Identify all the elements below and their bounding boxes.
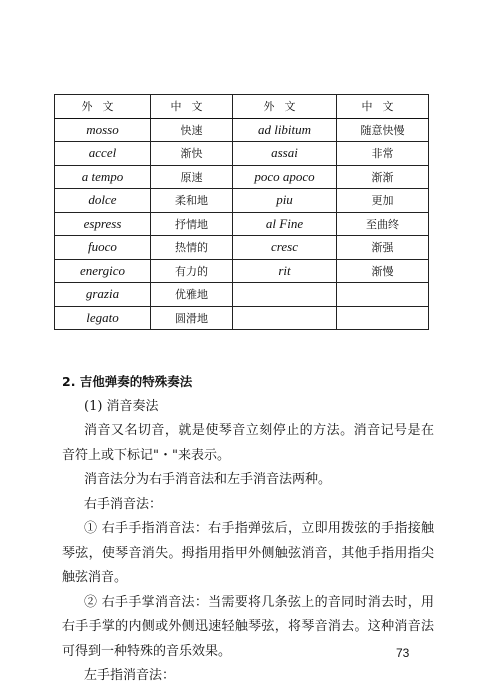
body-text [62, 370, 434, 689]
paragraph: 消音法分为右手消音法和左手消音法两种。 [84, 472, 332, 487]
table-row [55, 259, 429, 283]
term-chinese: 至曲终 [337, 212, 429, 236]
term-chinese: 快速 [151, 118, 233, 142]
header-foreign-2: 外文 [233, 95, 337, 119]
term-foreign: mosso [55, 118, 151, 142]
term-chinese: 有力的 [151, 259, 233, 283]
table-row [55, 306, 429, 330]
paragraph: ② 右手手掌消音法：当需要将几条弦上的音同时消去时，用右手手掌的内侧或外侧迅速轻触琴弦，将琴音消去。这种消音法可得到一种特殊的音乐效果。 [62, 594, 434, 659]
term-chinese: 抒情地 [151, 212, 233, 236]
table-row [55, 212, 429, 236]
page-number: 73 [396, 646, 410, 660]
term-foreign: grazia [55, 283, 151, 307]
header-chinese-2: 中文 [337, 95, 429, 119]
term-foreign: cresc [233, 236, 337, 260]
term-chinese: 渐渐 [337, 165, 429, 189]
table-row [55, 189, 429, 213]
term-chinese [337, 283, 429, 307]
term-foreign: espress [55, 212, 151, 236]
term-chinese: 渐强 [337, 236, 429, 260]
paragraph: ① 右手手指消音法：右手指弹弦后，立即用拨弦的手指接触琴弦，使琴音消失。拇指用指甲外侧触弦消音，其他手指用指尖触弦消音。 [62, 521, 434, 585]
term-chinese: 圆滑地 [151, 306, 233, 330]
table-row [55, 283, 429, 307]
term-foreign: rit [233, 259, 337, 283]
term-foreign: energico [55, 259, 151, 283]
header-chinese-1: 中文 [151, 95, 233, 119]
subsection-heading: (1) 消音奏法 [84, 398, 159, 414]
term-foreign [233, 283, 337, 307]
term-chinese: 柔和地 [151, 189, 233, 213]
term-foreign: legato [55, 306, 151, 330]
term-foreign: ad libitum [233, 118, 337, 142]
term-foreign: accel [55, 142, 151, 166]
term-foreign [233, 306, 337, 330]
paragraph: 右手消音法： [84, 496, 163, 512]
term-chinese: 渐快 [151, 142, 233, 166]
table-row [55, 142, 429, 166]
table-row [55, 165, 429, 189]
paragraph: 左手指消音法： [84, 668, 176, 683]
term-foreign: poco apoco [233, 165, 337, 189]
term-chinese: 更加 [337, 189, 429, 213]
term-foreign: al Fine [233, 212, 337, 236]
table-row [55, 236, 429, 260]
term-chinese: 原速 [151, 165, 233, 189]
term-chinese: 渐慢 [337, 259, 429, 283]
term-chinese: 非常 [337, 142, 429, 166]
header-foreign-1: 外文 [55, 95, 151, 119]
term-foreign: fuoco [55, 236, 151, 260]
term-chinese: 热情的 [151, 236, 233, 260]
music-terms-table [54, 94, 429, 330]
term-foreign: piu [233, 189, 337, 213]
term-foreign: assai [233, 142, 337, 166]
term-foreign: a tempo [55, 165, 151, 189]
table-row [55, 118, 429, 142]
table-header-row [55, 95, 429, 119]
paragraph: 消音又名切音，就是使琴音立刻停止的方法。消音记号是在音符上或下标记"・"来表示。 [62, 423, 434, 463]
term-chinese: 随意快慢 [337, 118, 429, 142]
term-chinese: 优雅地 [151, 283, 233, 307]
section-heading: 2. 吉他弹奏的特殊奏法 [62, 374, 193, 389]
term-chinese [337, 306, 429, 330]
term-foreign: dolce [55, 189, 151, 213]
